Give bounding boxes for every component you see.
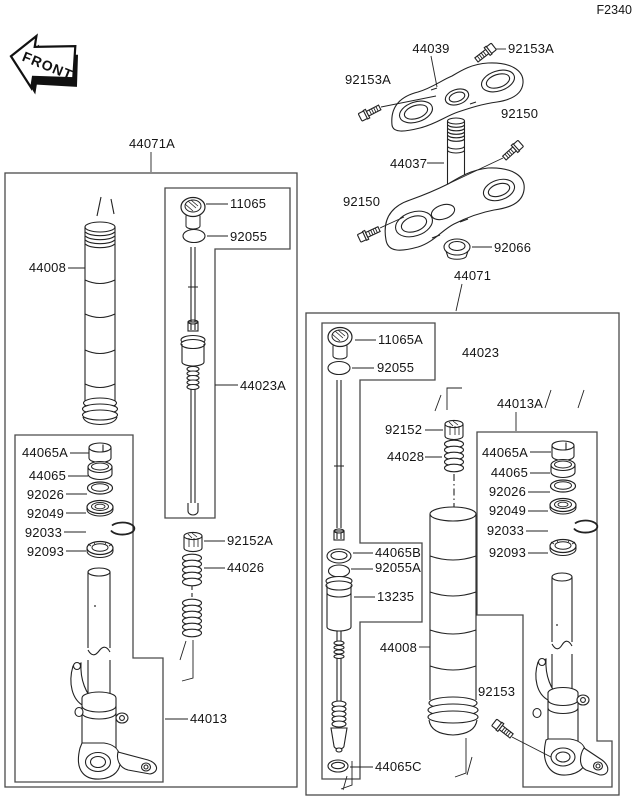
- label-holder-upper-text: 44039: [412, 41, 450, 56]
- label-oilseal-left-text: 92049: [26, 506, 64, 521]
- label-fork-assy-left: [129, 136, 175, 172]
- left-adjuster-collar-drawing: [184, 532, 202, 551]
- right-push-rod-drawing: [334, 380, 344, 540]
- steering-stem-plug-drawing: [444, 239, 470, 259]
- label-spacer-right-text: 92026: [488, 484, 526, 499]
- label-dustseal-left: [27, 544, 86, 559]
- pinch-bolt-upper-right: [473, 43, 496, 64]
- label-bush-upper-left: [22, 445, 89, 460]
- label-bush-lower-right-text: 44065: [490, 465, 528, 480]
- label-bolt-stem-left-text: 92150: [343, 194, 381, 209]
- label-fork-assy-right-text: 44071: [454, 268, 492, 283]
- label-dustseal-right: [489, 545, 548, 560]
- label-stem-plug-text: 92066: [494, 240, 532, 255]
- right-adjuster-collar-drawing: [445, 420, 463, 439]
- pinch-bolt-upper-left: [358, 103, 382, 122]
- front-direction-marker: [6, 33, 84, 101]
- label-oilseal-left: [27, 506, 86, 521]
- right-inner-tube-drawing: [552, 573, 572, 692]
- label-inner-pipe-group-right-text: 44013A: [497, 396, 544, 411]
- label-bush-upper-right: [482, 445, 551, 460]
- label-collar-right: [385, 422, 443, 437]
- label-cylinder-set-right: [435, 345, 499, 411]
- label-oring-right: [352, 360, 414, 375]
- damper-rod-bottom-drawing: [331, 631, 347, 752]
- label-cylinder-comp: [354, 589, 414, 604]
- label-pipe-inner-left-text: 44013: [190, 711, 228, 726]
- bottom-washer-drawing: [328, 760, 352, 790]
- label-bolt-bottom-right: [478, 684, 551, 757]
- label-spring-right-text: 44028: [387, 449, 425, 464]
- label-holder-under-text: 44037: [390, 156, 428, 171]
- lower-triple-clamp-drawing: [385, 168, 524, 250]
- label-washer-bottom-text: 44065C: [375, 759, 422, 774]
- label-pipe-outer-right: [380, 640, 430, 655]
- right-outer-tube-drawing: [428, 507, 478, 777]
- label-washer-damper: [353, 545, 421, 560]
- label-cap-right: [355, 332, 423, 347]
- label-snapring-left-text: 92033: [24, 525, 62, 540]
- label-bush-lower-right: [491, 465, 550, 480]
- label-cap-left: [206, 196, 266, 211]
- damper-oring-drawing: [329, 565, 350, 577]
- label-bush-upper-left-text: 44065A: [21, 445, 68, 460]
- label-dustseal-left-text: 92093: [26, 544, 64, 559]
- label-bolt-upper-left-text: 92153A: [345, 72, 392, 87]
- label-bolt-upper-right-text: 92153A: [508, 41, 555, 56]
- label-fork-assy-left-text: 44071A: [128, 136, 176, 151]
- label-snapring-right-text: 92033: [486, 523, 524, 538]
- label-spacer-right: [489, 484, 550, 499]
- label-stem-plug: [472, 240, 531, 255]
- front-arrow-label: FRONT: [20, 48, 76, 84]
- label-cap-right-text: 11065A: [378, 332, 424, 347]
- label-pipe-outer-right-text: 44008: [379, 640, 417, 655]
- label-inner-pipe-group-right: [497, 390, 584, 431]
- label-bolt-stem-right-text: 92150: [501, 106, 539, 121]
- label-cylinder-comp-text: 13235: [377, 589, 415, 604]
- label-dustseal-right-text: 92093: [488, 545, 526, 560]
- figure-code: F2340: [596, 3, 632, 17]
- pinch-bolt-lower-right: [501, 140, 524, 162]
- left-fork-cap-drawing: [181, 198, 205, 230]
- label-holder-under: [390, 156, 444, 171]
- label-oring-right-text: 92055: [377, 360, 415, 375]
- label-cap-left-text: 11065: [230, 196, 267, 211]
- label-collar-right-text: 92152: [385, 422, 423, 437]
- label-spring-right: [387, 449, 442, 464]
- label-oring-damper: [351, 560, 421, 575]
- label-bush-lower-left: [29, 468, 88, 483]
- label-snapring-right: [487, 523, 548, 538]
- label-bush-upper-right-text: 44065A: [481, 445, 528, 460]
- label-cylinder-set-left: [215, 378, 286, 393]
- label-fork-assy-right: [454, 268, 491, 311]
- label-oilseal-right-text: 92049: [488, 503, 526, 518]
- label-washer-damper-text: 44065B: [375, 545, 422, 560]
- label-cylinder-set-right-text: 44023: [462, 345, 500, 360]
- label-collar-left-text: 92152A: [227, 533, 274, 548]
- axle-pinch-bolt-drawing: [491, 719, 514, 740]
- right-cap-oring-drawing: [328, 362, 350, 375]
- label-pipe-inner-left: [165, 711, 227, 726]
- label-spring-left: [204, 560, 264, 575]
- label-spring-left-text: 44026: [227, 560, 265, 575]
- label-pipe-outer-left-text: 44008: [28, 260, 66, 275]
- left-seal-stack-drawing: [87, 443, 134, 558]
- label-oring-left: [207, 229, 267, 244]
- label-oilseal-right: [489, 503, 548, 518]
- damper-washer-drawing: [327, 549, 351, 563]
- cylinder-comp-drawing: [326, 577, 352, 632]
- label-snapring-left: [25, 525, 86, 540]
- left-inner-tube-drawing: [88, 568, 110, 700]
- right-seal-stack-drawing: [550, 441, 597, 556]
- right-fork-cap-drawing: [328, 328, 352, 360]
- label-bolt-bottom-right-text: 92153: [478, 684, 516, 699]
- label-washer-bottom: [350, 759, 422, 774]
- label-bush-lower-left-text: 44065: [28, 468, 66, 483]
- label-oring-damper-text: 92055A: [375, 560, 422, 575]
- left-outer-tube-drawing: [83, 197, 118, 425]
- label-oring-left-text: 92055: [230, 229, 268, 244]
- left-cap-oring-drawing: [183, 230, 205, 243]
- right-fork-spring-drawing: [445, 440, 464, 508]
- label-cylinder-set-left-text: 44023A: [240, 378, 287, 393]
- label-spacer-left: [27, 487, 87, 502]
- left-fork-spring-drawing: [180, 554, 202, 681]
- label-pipe-outer-left: [29, 260, 85, 275]
- label-collar-left: [204, 533, 273, 548]
- label-bolt-upper-right: [496, 41, 554, 56]
- left-push-rod-drawing: [181, 247, 205, 515]
- left-axle-holder-drawing: [71, 663, 157, 780]
- label-spacer-left-text: 92026: [26, 487, 64, 502]
- pinch-bolt-lower-left: [357, 225, 381, 243]
